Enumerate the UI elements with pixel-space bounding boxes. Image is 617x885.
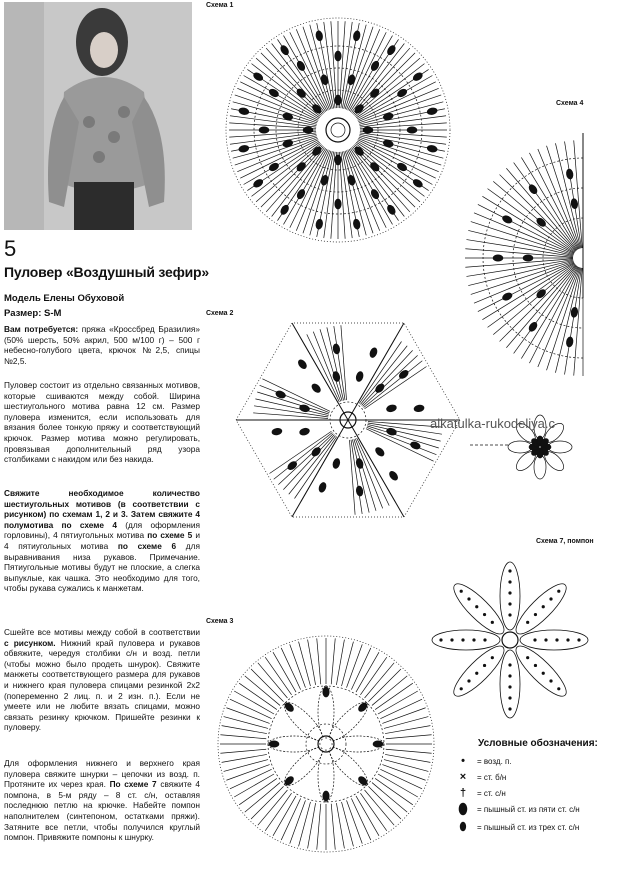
designer: Модель Елены Обуховой xyxy=(4,293,125,304)
scheme-4-diagram xyxy=(458,118,598,298)
pattern-number: 5 xyxy=(4,236,17,261)
legend-symbol: • xyxy=(461,755,465,767)
p2-a: Свяжите необходимое количество шестиугольных мотивов (в соответствии с рисунком) xyxy=(4,488,200,520)
scheme-7-diagram xyxy=(420,550,600,730)
pompom-paragraph xyxy=(4,758,200,843)
materials-label: Вам потребуется: xyxy=(4,324,79,334)
legend-symbol: ⬮ xyxy=(459,820,467,833)
legend-item xyxy=(455,754,512,768)
p2-i: для выравнивания низа рукавов. Примечание. Пятиугольные мотивы будут не плоские, а слегка выпуклые, как чашка. Это необходимо для того, чтобы рукава сужались к манжетам. xyxy=(4,540,200,594)
legend-text: = ст. с/н xyxy=(477,788,506,798)
p2-d: по схеме 4 xyxy=(61,519,117,530)
legend-symbol: † xyxy=(459,787,467,799)
p3-b: с рисунком. xyxy=(4,637,56,648)
dashed-connector xyxy=(470,440,510,450)
scheme-3-diagram xyxy=(212,630,440,858)
legend-item xyxy=(455,786,506,800)
caption-scheme-4: Схема 4 xyxy=(556,100,584,107)
legend-item xyxy=(455,820,579,834)
legend-text: = пышный ст. из трех ст. с/н xyxy=(477,822,580,832)
p4-c: свяжите 4 помпона, в 5-м ряду – 8 ст. с/н, оставляя последнюю петлю на крючке. Набейте помпон наполнителем (синтепоном, остатками пряжи). Затяните все петли, чтобы получился круглый помпон. Привяжите помпоны к шнурку. xyxy=(4,779,201,843)
legend-symbol: ⬮ xyxy=(458,800,468,818)
caption-scheme-3: Схема 3 xyxy=(206,618,234,625)
legend-text: = ст. б/н xyxy=(477,772,507,782)
p2-h: по схеме 6 xyxy=(117,540,177,551)
caption-scheme-1: Схема 1 xyxy=(206,2,234,9)
materials-paragraph xyxy=(4,324,200,366)
legend-symbol: × xyxy=(459,771,467,783)
scheme-1-diagram xyxy=(218,10,458,250)
p3-a: Сшейте все мотивы между собой в соответствии xyxy=(4,627,200,637)
caption-scheme-7: Схема 7, помпон xyxy=(536,538,594,545)
legend-text: = возд. п. xyxy=(477,756,512,766)
assembly-paragraph xyxy=(4,627,200,733)
intro-paragraph: Пуловер состоит из отдельно связанных мотивов, которые сшиваются между собой. Ширина шестиугольного мотива равна 12 см. Размер пуловера изменится, если использовать для вязания более тонкую пряжу и соответствующий крючок. Размер мотива можно регулировать, провязывая дополнительный ряд узора столбиками с накидом или без накида. xyxy=(4,380,200,465)
legend-text: = пышный ст. из пяти ст. с/н xyxy=(477,804,580,814)
p2-e: (для оформления горловины), 4 пятиугольных мотива xyxy=(4,519,200,541)
p4-a: Для оформления нижнего и верхнего края пуловера свяжите шнурки – цепочки из возд. п. Протяните их через края. xyxy=(4,758,200,790)
legend-title: Условные обозначения: xyxy=(478,738,598,749)
p2-b: по схемам 1, 2 и 3. xyxy=(49,509,128,520)
caption-scheme-2: Схема 2 xyxy=(206,310,234,317)
p2-f: по схеме 5 xyxy=(147,530,193,541)
p2-c: Затем свяжите 4 полумотива xyxy=(4,509,201,530)
model-photo xyxy=(4,2,192,230)
p3-c: Нижний край пуловера и рукавов обвяжите, чередуя столбики с/н и возд. петли (чтобы можно было продеть шнурок). Свяжите манжеты соответствующего размера для рукавов и нижнего края пуловера спицами резинкой 2х2 (попеременно 2 лиц. п. и 2 изн. п.). Если не умеете или не любите вязать спицами, можно связать резинку крючком. Пришейте резинки к пуловеру. xyxy=(4,637,200,733)
pattern-title: Пуловер «Воздушный зефир» xyxy=(4,264,209,280)
motifs-paragraph xyxy=(4,488,200,594)
p2-g: и 4 пятиугольных мотива xyxy=(4,530,200,551)
legend-item xyxy=(455,802,580,816)
watermark: alkatulka-rukodeliya.c xyxy=(430,416,556,431)
p4-b: По схеме 7 xyxy=(109,779,157,790)
legend-item xyxy=(455,770,506,784)
materials-text: пряжа «Кроссбред Бразилия» (50% шерсть, 50% акрил, 500 м/100 г) – 500 г небесно-голубого цвета, крючок №2,5, спицы №2,5. xyxy=(4,324,201,366)
size: Размер: S-M xyxy=(4,308,62,319)
